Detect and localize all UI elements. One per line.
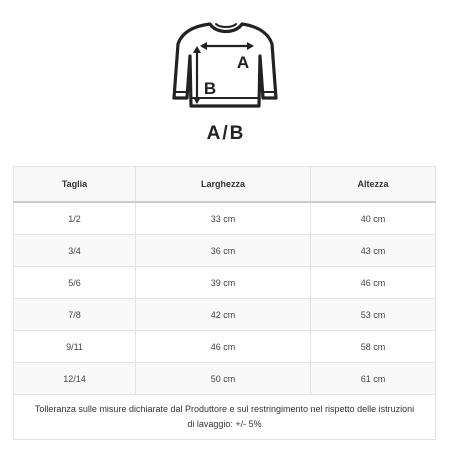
- width-cell: 50 cm: [136, 363, 311, 395]
- sweater-measure-illustration: [160, 12, 292, 152]
- table-row: [14, 299, 436, 331]
- height-cell: 46 cm: [311, 267, 436, 299]
- label-a: A: [236, 53, 250, 72]
- table-footer: [14, 395, 436, 440]
- table-row: [14, 363, 436, 395]
- size-cell: 7/8: [14, 299, 136, 331]
- table-row: [14, 235, 436, 267]
- size-cell: 12/14: [14, 363, 136, 395]
- width-cell: 33 cm: [136, 202, 311, 235]
- height-cell: 58 cm: [311, 331, 436, 363]
- label-b: B: [203, 79, 217, 98]
- height-cell: 61 cm: [311, 363, 436, 395]
- width-arrow: [200, 42, 254, 50]
- height-cell: 43 cm: [311, 235, 436, 267]
- header-size: Taglia: [14, 167, 136, 203]
- size-cell: 5/6: [14, 267, 136, 299]
- height-cell: 53 cm: [311, 299, 436, 331]
- sweater-icon: [174, 24, 276, 106]
- size-table: [13, 166, 436, 440]
- table-row: [14, 202, 436, 235]
- header-height: Altezza: [311, 167, 436, 203]
- table-header: [14, 167, 436, 203]
- height-arrow: [193, 46, 201, 104]
- size-cell: 1/2: [14, 202, 136, 235]
- table-row: [14, 331, 436, 363]
- note-row: [14, 395, 436, 440]
- width-cell: 42 cm: [136, 299, 311, 331]
- caption-ab: A/B: [206, 123, 246, 144]
- width-cell: 46 cm: [136, 331, 311, 363]
- height-cell: 40 cm: [311, 202, 436, 235]
- width-cell: 36 cm: [136, 235, 311, 267]
- header-width: Larghezza: [136, 167, 311, 203]
- header-row: [14, 167, 436, 203]
- size-cell: 3/4: [14, 235, 136, 267]
- size-cell: 9/11: [14, 331, 136, 363]
- width-cell: 39 cm: [136, 267, 311, 299]
- table-body: [14, 202, 436, 395]
- tolerance-note: Tolleranza sulle misure dichiarate dal Produttore e sul restringimento nel rispetto delle istruzioni di lavaggio: +/- 5%: [14, 395, 436, 440]
- table-row: [14, 267, 436, 299]
